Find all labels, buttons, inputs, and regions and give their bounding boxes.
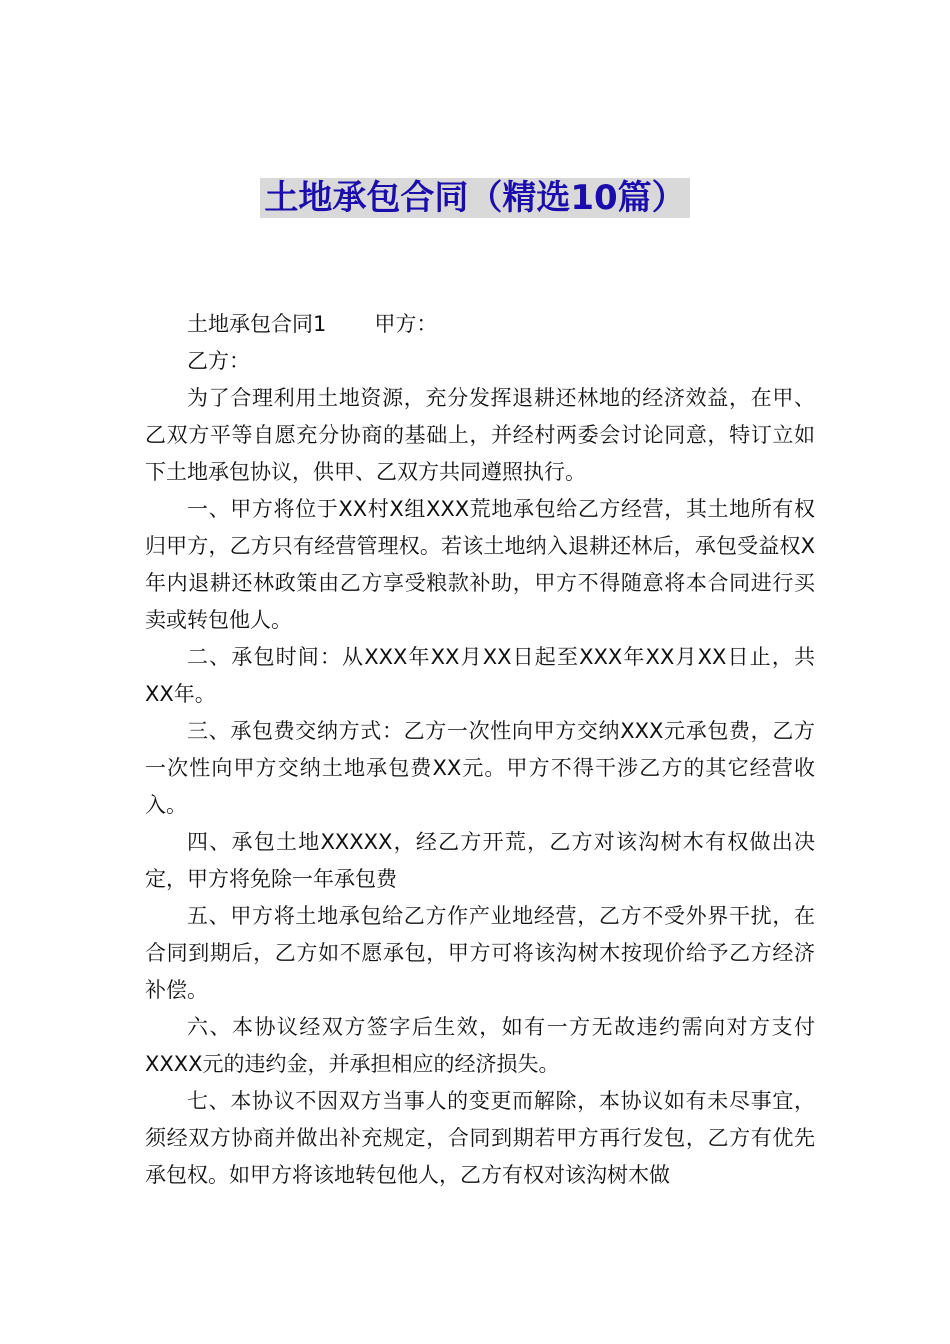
party-b-line: 乙方： (187, 349, 250, 373)
paragraph-clause-3: 三、承包费交纳方式：乙方一次性向甲方交纳XXX元承包费，乙方一次性向甲方交纳土地承包费XX元。甲方不得干涉乙方的其它经营收入。 (145, 719, 815, 817)
document-body (145, 306, 815, 1194)
paragraph-clause-5: 五、甲方将土地承包给乙方作产业地经营，乙方不受外界干扰，在合同到期后，乙方如不愿承包，甲方可将该沟树木按现价给予乙方经济补偿。 (145, 904, 815, 1002)
paragraph-clause-4: 四、承包土地XXXXX，经乙方开荒，乙方对该沟树木有权做出决定，甲方将免除一年承包费 (145, 830, 815, 891)
heading-line (145, 306, 815, 343)
contract-heading: 土地承包合同1 (187, 312, 327, 336)
paragraph-clause-6: 六、本协议经双方签字后生效，如有一方无故违约需向对方支付XXXX元的违约金，并承担相应的经济损失。 (145, 1015, 815, 1076)
paragraph-clause-2: 二、承包时间：从XXX年XX月XX日起至XXX年XX月XX日止，共XX年。 (145, 645, 815, 706)
title-container (0, 178, 950, 218)
paragraph-preamble: 为了合理利用土地资源，充分发挥退耕还林地的经济效益，在甲、乙双方平等自愿充分协商的基础上，并经村两委会讨论同意，特订立如下土地承包协议，供甲、乙双方共同遵照执行。 (145, 386, 815, 484)
party-a-label: 甲方： (374, 312, 438, 336)
paragraph-clause-1: 一、甲方将位于XX村X组XXX荒地承包给乙方经营，其土地所有权归甲方，乙方只有经营管理权。若该土地纳入退耕还林后，承包受益权X年内退耕还林政策由乙方享受粮款补助，甲方不得随意将本合同进行买卖或转包他人。 (145, 497, 815, 632)
paragraph-clause-7: 七、本协议不因双方当事人的变更而解除，本协议如有未尽事宜，须经双方协商并做出补充规定，合同到期若甲方再行发包，乙方有优先承包权。如甲方将该地转包他人，乙方有权对该沟树木做 (145, 1089, 815, 1187)
document-title: 土地承包合同（精选10篇） (260, 178, 689, 218)
